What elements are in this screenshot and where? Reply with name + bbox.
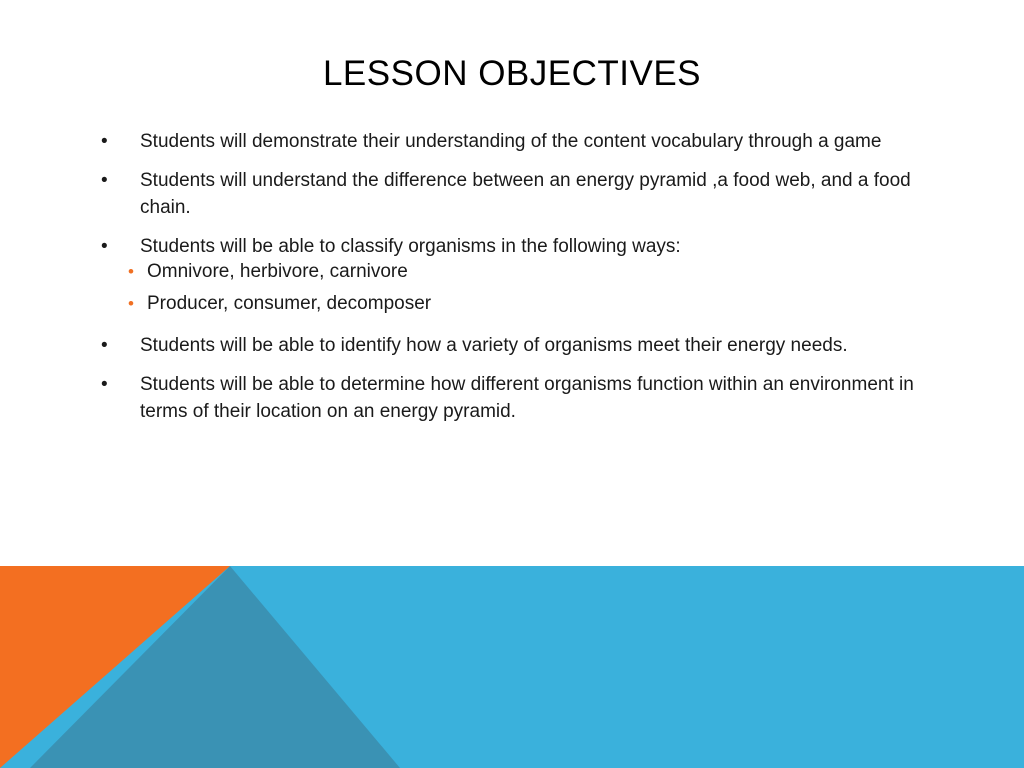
objective-item (98, 371, 928, 425)
objectives-list (98, 128, 928, 437)
objective-item (98, 332, 928, 359)
objective-text: Students will be able to identify how a variety of organisms meet their energy needs. (140, 335, 848, 356)
objective-item (98, 128, 928, 155)
bullet-icon: • (101, 335, 108, 356)
objective-text: Students will understand the difference between an energy pyramid ,a food web, and a food chain. (140, 170, 911, 218)
bullet-icon: • (101, 374, 108, 395)
bullet-icon: • (101, 131, 108, 152)
slide-title: LESSON OBJECTIVES (322, 54, 702, 93)
objective-text: Students will demonstrate their understanding of the content vocabulary through a game (140, 131, 882, 152)
sub-item-text: Producer, consumer, decomposer (147, 293, 432, 314)
classification-sublist (98, 256, 928, 320)
objective-text: Students will be able to classify organisms in the following ways: (140, 236, 681, 257)
objective-text: Students will be able to determine how different organisms function within an environment in terms of their location on an energy pyramid. (140, 374, 914, 422)
sub-item (98, 256, 928, 288)
sub-item-text: Omnivore, herbivore, carnivore (147, 261, 408, 282)
orange-bullet-icon: • (128, 294, 134, 313)
objective-item (98, 167, 928, 221)
bullet-icon: • (101, 236, 108, 257)
orange-bullet-icon: • (128, 262, 134, 281)
bullet-icon: • (101, 170, 108, 191)
sub-item (98, 288, 928, 320)
